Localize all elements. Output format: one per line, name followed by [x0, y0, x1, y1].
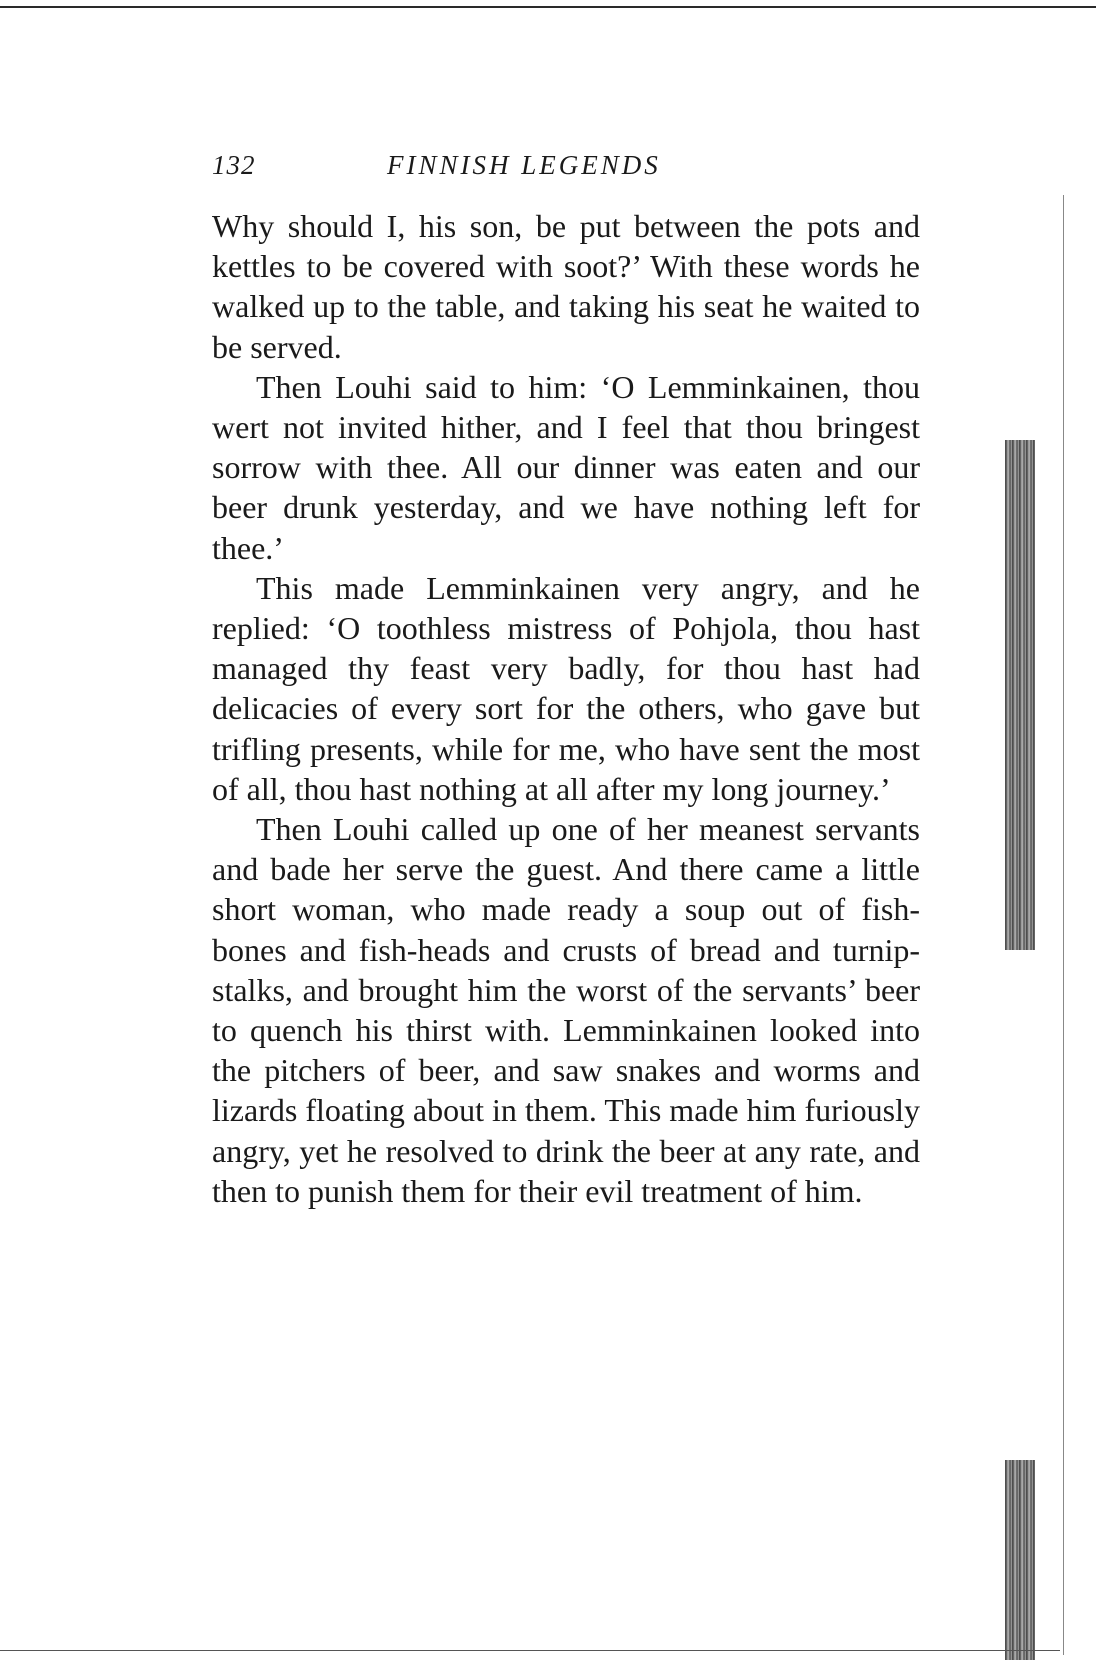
book-title: FINNISH LEGENDS [387, 150, 661, 180]
page-number: 132 [212, 150, 256, 180]
book-page [212, 150, 920, 1211]
scan-bottom-edge [0, 1650, 1060, 1651]
page-right-edge [1063, 195, 1064, 1655]
scan-top-edge [0, 6, 1096, 8]
paragraph-1: Why should I, his son, be put between the pots and kettles to be covered with soot?’ With these words he walked up to the table, and taking his seat he waited to be served. [212, 208, 920, 365]
running-head [212, 150, 920, 190]
binding-shadow-upper [1005, 440, 1035, 950]
paragraph-3: This made Lemminkainen very angry, and he replied: ‘O toothless mistress of Pohjola, thou hast managed thy feast very badly, for thou hast had delicacies of every sort for the others, who gave but trifling presents, while for me, who have sent the most of all, thou hast nothing at all after my long journey.’ [212, 569, 920, 807]
body-text [212, 206, 920, 1211]
paragraph-4: Then Louhi called up one of her meanest servants and bade her serve the guest. And there came a little short woman, who made ready a soup out of fish-bones and fish-heads and crusts of bread and turnip-stalks, and brought him the worst of the servants’ beer to quench his thirst with. Lemminkainen looked into the pitchers of beer, and saw snakes and worms and lizards floating about in them. This made him furiously angry, yet he resolved to drink the beer at any rate, and then to punish them for their evil treatment of him. [212, 811, 920, 1209]
binding-shadow-lower [1005, 1460, 1035, 1660]
paragraph-2: Then Louhi said to him: ‘O Lemminkainen, thou wert not invited hither, and I feel that thou bringest sorrow with thee. All our dinner was eaten and our beer drunk yesterday, and we have nothing left for thee.’ [212, 368, 920, 566]
